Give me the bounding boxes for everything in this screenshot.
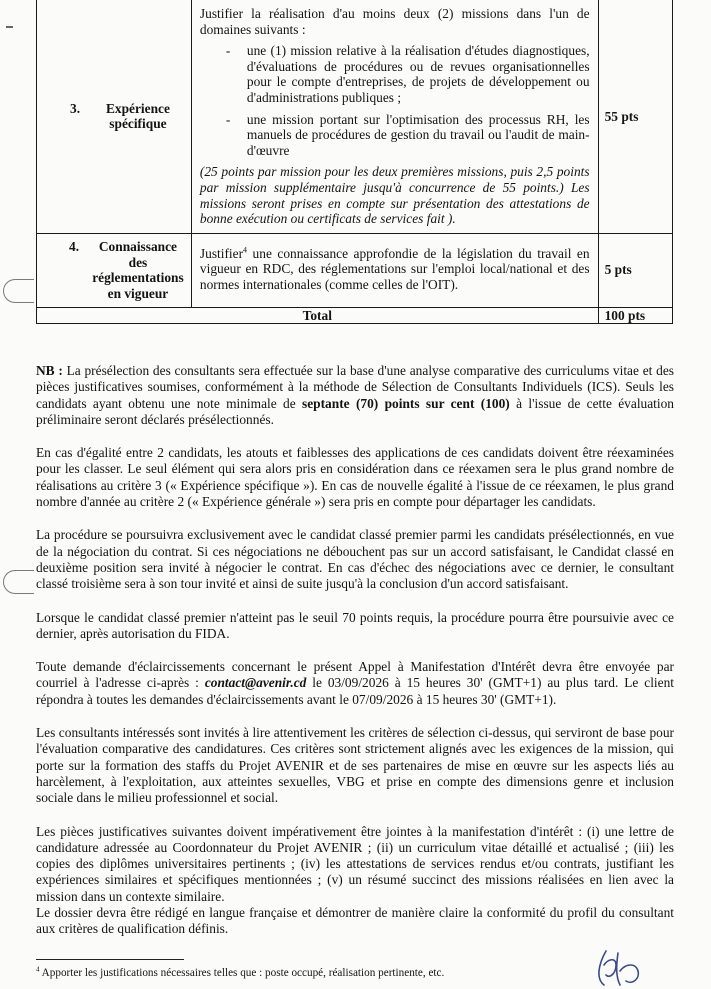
paragraph-tie-break: En cas d'égalité entre 2 candidats, les atouts et faiblesses des applications de ces candidats doivent être réexaminées pour les classer. Le seul élément qui sera alors pris en considération dans ce réexamen sera le plus grand nombre de réalisations au critère 3 (« Expérience spécifique »). En cas de nouvelle égalité à l'issue de ce réexamen, le plus grand nombre d'année au critère 2 (« Expérience générale ») sera pris en compte pour départager les candidats. bbox=[36, 445, 674, 510]
footnote-ref: 4 bbox=[243, 245, 248, 255]
criterion-number: 3. bbox=[70, 100, 81, 116]
criteria-row-specific-experience bbox=[37, 0, 673, 233]
paragraph-language: Le dossier devra être rédigé en langue française et démontrer de manière claire la conformité du profil du consultant aux critères de qualification définis. bbox=[36, 905, 674, 937]
list-item-text: une mission portant sur l'optimisation des processus RH, les manuels de procédures de gestion du travail ou l'audit de main-d'œuvre bbox=[246, 111, 590, 158]
paragraph-procedure: La procédure se poursuivra exclusivement avec le candidat classé premier parmi les candidats présélectionnés, en vue de la négociation du contrat. Si ces négociations ne débouchent pas sur un accord satisfaisant, le Candidat classé en deuxième position sera invité à négocier le contrat. En cas d'échec des négociations avec ce dernier, le consultant classé troisième sera à son tour invité et ainsi de suite jusqu'à la conclusion d'un accord satisfaisant. bbox=[36, 527, 674, 592]
contact-email-link[interactable]: contact@avenir.cd bbox=[204, 675, 307, 691]
footnote-number: 4 bbox=[36, 965, 40, 974]
criteria-table bbox=[36, 0, 673, 324]
mission-domain-list bbox=[200, 43, 590, 158]
paragraph-text: le 03/09/2026 à 15 heures 30' (GMT+1) au plus tard. Le client répondra à toutes les demandes d'éclaircissements avant le 07/09/2026 à 15 heures 30' (GMT+1). bbox=[36, 675, 674, 707]
list-item bbox=[226, 112, 590, 159]
punch-hole-mark bbox=[3, 279, 34, 303]
footnote bbox=[36, 966, 444, 980]
nb-label: NB : bbox=[36, 363, 63, 378]
criterion-number: 4. bbox=[69, 238, 80, 254]
paragraph-criteria-info: Les consultants intéressés sont invités à lire attentivement les critères de sélection ci-dessus, qui serviront de base pour l'évaluation comparative des candidatures. Ces critères sont strictement alignés avec les exigences de la mission, qui porte sur la formation des staffs du Projet AVENIR et de ses partenaires de mise en œuvre sur les aspects liés au harcèlement, à l'exploitation, aux atteintes sexuelles, VBG et prise en compte des dimensions genre et inclusion sociale dans le milieu professionnel et social. bbox=[36, 725, 674, 806]
scoring-note: (25 points par mission pour les deux premières missions, puis 2,5 points par mission supplémentaire jusqu'à concurrence de 55 points.) Les missions seront prises en compte sur présentation des attestations de bonne exécution ou certificats de services fait ). bbox=[199, 164, 590, 227]
paragraph-clarifications bbox=[36, 659, 674, 708]
paragraph-text: à l'issue de cette évaluation préliminaire seront déclarés présélectionnés. bbox=[36, 395, 675, 427]
initials-signature bbox=[592, 945, 652, 989]
criteria-row-regulations bbox=[37, 233, 673, 307]
paragraph-documents: Les pièces justificatives suivantes doivent impérativement être jointes à la manifestation d'intérêt : (i) une lettre de candidature adressée au Coordonnateur du Projet AVENIR ; (ii) un curriculum vitae détaillé et actualisé ; (iii) les copies des diplômes universitaires pertinents ; (iv) les attestations de services rendus et/ou contrats, justifiant les expériences similaires et spécifiques mentionnées ; (v) un résumé succinct des missions réalisées en lien avec la mission dans un contexte similaire. bbox=[36, 823, 674, 904]
list-item bbox=[226, 43, 590, 105]
total-row bbox=[37, 307, 673, 323]
list-marker: - bbox=[225, 43, 231, 59]
paragraph-text: La présélection des consultants sera effectuée sur la base d'une analyse comparative des curriculums vitae et des pièces justificatives soumises, conformément à la méthode de Sélection de Consultants Individuels (ICS). Seuls les candidats ayant obtenu une note minimale de bbox=[36, 363, 674, 411]
criterion-name-cell bbox=[37, 233, 192, 307]
paragraph-text: Toute demande d'éclaircissements concernant le présent Appel à Manifestation d'Intérêt devra être envoyée par courriel à l'adresse ci-après : bbox=[36, 659, 674, 691]
criterion-description-cell bbox=[191, 0, 598, 233]
footnote-divider bbox=[36, 959, 184, 960]
list-item-text: une (1) mission relative à la réalisation d'études diagnostiques, d'évaluations de procédures ou de revues organisationnelles pour le compte d'entreprises, de projets de développement ou d'administrations publiques ; bbox=[246, 43, 590, 105]
criterion-points: 5 pts bbox=[598, 233, 672, 307]
total-points: 100 pts bbox=[598, 307, 672, 323]
footnote-text: Apporter les justifications nécessaires telles que : poste occupé, réalisation pertinente, etc. bbox=[39, 967, 445, 979]
paragraph-nb bbox=[36, 363, 674, 428]
threshold-bold: septante (70) points sur cent (100) bbox=[302, 395, 510, 411]
margin-mark bbox=[6, 26, 13, 28]
body-text bbox=[36, 363, 674, 955]
criterion-points: 55 pts bbox=[598, 0, 672, 233]
criterion-desc-rest: une connaissance approfondie de la législation du travail en vigueur en RDC, des réglementations sur l'emploi local/national et des normes internationales (comme celles de l'OIT). bbox=[199, 245, 590, 292]
criterion-intro: Justifier la réalisation d'au moins deux (2) missions dans l'un de domaines suivants : bbox=[199, 6, 590, 37]
criterion-desc-lead: Justifier bbox=[199, 245, 244, 261]
total-label: Total bbox=[37, 307, 599, 323]
punch-hole-mark bbox=[3, 570, 34, 594]
criterion-name: Connaissance des réglementations en vigueur bbox=[92, 238, 184, 301]
list-marker: - bbox=[225, 111, 231, 127]
criterion-name-cell bbox=[37, 0, 192, 233]
criterion-description-cell bbox=[191, 233, 598, 307]
paragraph-threshold: Lorsque le candidat classé premier n'atteint pas le seuil 70 points requis, la procédure pourra être poursuivie avec ce dernier, après autorisation du FIDA. bbox=[36, 609, 674, 641]
criterion-name: Expérience spécifique bbox=[105, 100, 170, 132]
